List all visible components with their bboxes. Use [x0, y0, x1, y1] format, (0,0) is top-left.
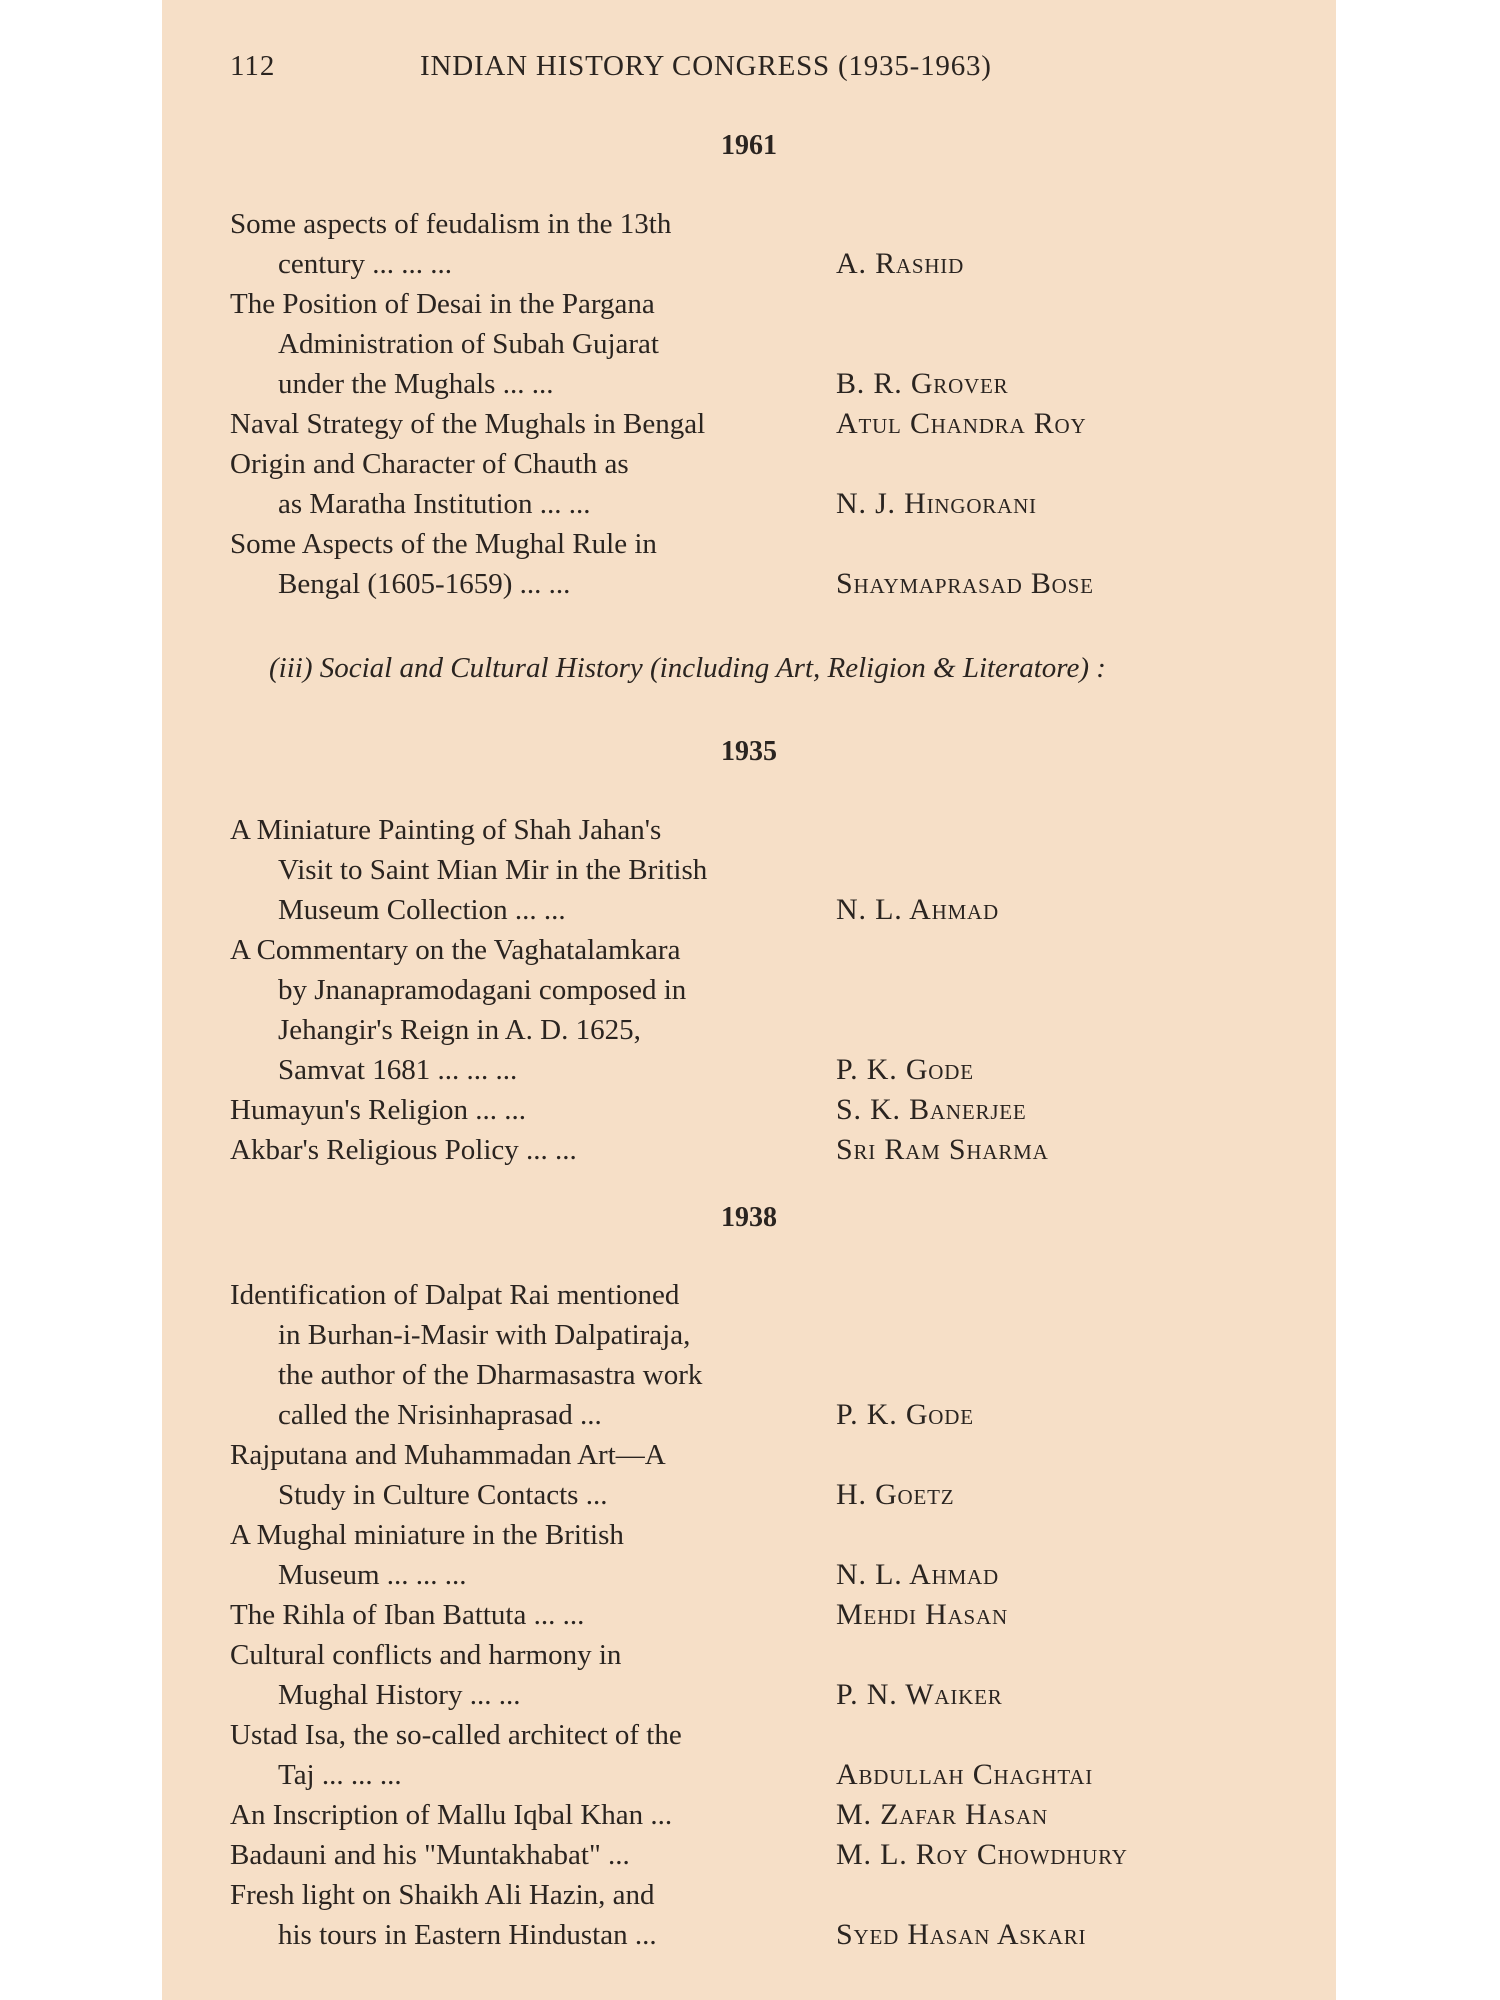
entry-title-line: Origin and Character of Chauth as: [230, 448, 629, 480]
entry-author: S. K. Banerjee: [836, 1093, 1027, 1126]
entry-title-line: Jehangir's Reign in A. D. 1625,: [278, 1014, 641, 1046]
entry-title-line: Fresh light on Shaikh Ali Hazin, and: [230, 1879, 655, 1911]
entry-author: Mehdi Hasan: [836, 1598, 1008, 1631]
entry-author: P. K. Gode: [836, 1053, 974, 1086]
entry-author: Shaymaprasad Bose: [836, 567, 1094, 600]
entry-title-line: A Mughal miniature in the British: [230, 1519, 624, 1551]
entry-author: P. K. Gode: [836, 1398, 974, 1431]
entry-title-line: century ... ... ...: [278, 248, 452, 280]
entry-title-line: called the Nrisinhaprasad ...: [278, 1399, 602, 1431]
entry-title-line: Identification of Dalpat Rai mentioned: [230, 1279, 680, 1311]
entry-title-line: Museum Collection ... ...: [278, 894, 566, 926]
running-title: INDIAN HISTORY CONGRESS (1935-1963): [420, 50, 992, 82]
entry-author: P. N. Waiker: [836, 1678, 1003, 1711]
entry-title-line: Visit to Saint Mian Mir in the British: [278, 854, 708, 886]
entry-author: Atul Chandra Roy: [836, 407, 1087, 440]
entry-title-line: An Inscription of Mallu Iqbal Khan ...: [230, 1799, 673, 1831]
entry-author: A. Rashid: [836, 247, 965, 280]
entry-title-line: the author of the Dharmasastra work: [278, 1359, 703, 1391]
entry-title-line: Akbar's Religious Policy ... ...: [230, 1134, 577, 1166]
entry-title-line: Humayun's Religion ... ...: [230, 1094, 527, 1126]
entry-author: H. Goetz: [836, 1478, 955, 1511]
entry-author: N. J. Hingorani: [836, 487, 1037, 520]
entry-author: M. L. Roy Chowdhury: [836, 1838, 1128, 1871]
entry-title-line: A Miniature Painting of Shah Jahan's: [230, 814, 662, 846]
entry-title-line: Administration of Subah Gujarat: [278, 328, 659, 360]
entry-title-line: Cultural conflicts and harmony in: [230, 1639, 622, 1671]
entry-title-line: Naval Strategy of the Mughals in Bengal: [230, 408, 706, 440]
entry-title-line: Samvat 1681 ... ... ...: [278, 1054, 518, 1086]
book-page: [162, 0, 1336, 2000]
entry-title-line: The Rihla of Iban Battuta ... ...: [230, 1599, 585, 1631]
page-number: 112: [230, 50, 276, 82]
entry-title-line: under the Mughals ... ...: [278, 368, 554, 400]
entry-author: N. L. Ahmad: [836, 1558, 999, 1591]
section-heading: (iii) Social and Cultural History (including Art, Religion & Literatore) :: [269, 652, 1106, 684]
entry-title-line: Some aspects of feudalism in the 13th: [230, 208, 672, 240]
entry-title-line: in Burhan-i-Masir with Dalpatiraja,: [278, 1319, 691, 1351]
entry-title-line: Bengal (1605-1659) ... ...: [278, 568, 571, 600]
entry-title-line: Ustad Isa, the so-called architect of the: [230, 1719, 682, 1751]
page-header: [162, 44, 1336, 94]
entry-title-line: Some Aspects of the Mughal Rule in: [230, 528, 657, 560]
entry-author: M. Zafar Hasan: [836, 1798, 1048, 1831]
entry-author: N. L. Ahmad: [836, 893, 999, 926]
entry-author: B. R. Grover: [836, 367, 1009, 400]
year-heading-1935: 1935: [721, 736, 777, 767]
entry-title-line: A Commentary on the Vaghatalamkara: [230, 934, 681, 966]
entry-title-line: Study in Culture Contacts ...: [278, 1479, 608, 1511]
entry-title-line: his tours in Eastern Hindustan ...: [278, 1919, 657, 1951]
entry-author: Syed Hasan Askari: [836, 1918, 1087, 1951]
entry-title-line: The Position of Desai in the Pargana: [230, 288, 655, 320]
entry-title-line: Rajputana and Muhammadan Art—A: [230, 1439, 666, 1471]
year-heading-1961: 1961: [721, 130, 777, 161]
entry-title-line: Badauni and his "Muntakhabat" ...: [230, 1839, 630, 1871]
year-heading-1938: 1938: [721, 1202, 777, 1233]
entry-title-line: as Maratha Institution ... ...: [278, 488, 591, 520]
entry-title-line: Museum ... ... ...: [278, 1559, 467, 1591]
entry-author: Abdullah Chaghtai: [836, 1758, 1094, 1791]
entry-title-line: Mughal History ... ...: [278, 1679, 521, 1711]
entry-title-line: by Jnanapramodagani composed in: [278, 974, 687, 1006]
entry-author: Sri Ram Sharma: [836, 1133, 1049, 1166]
entry-title-line: Taj ... ... ...: [278, 1759, 402, 1791]
